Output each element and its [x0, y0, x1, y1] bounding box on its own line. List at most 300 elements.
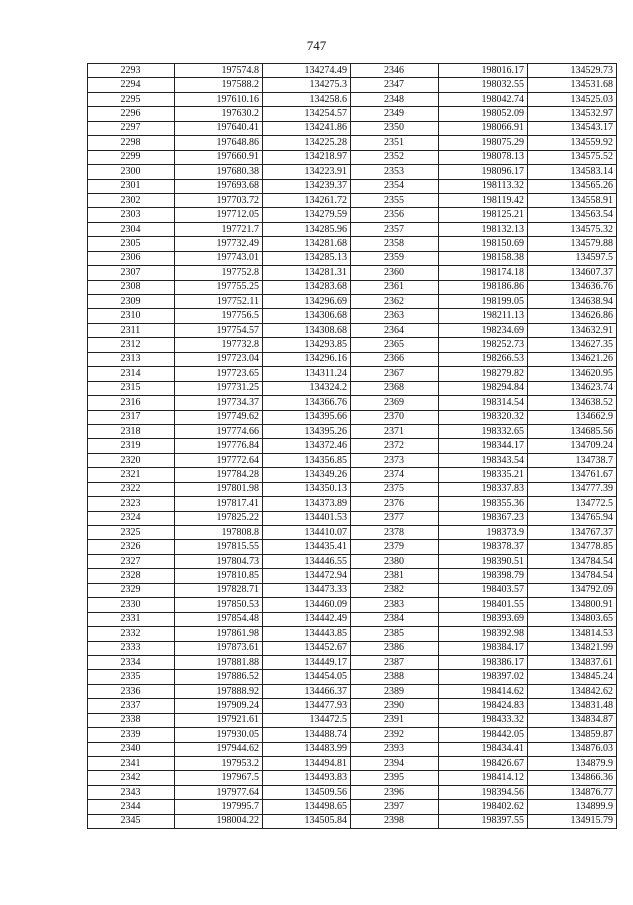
- point-number-cell: 2367: [351, 367, 439, 381]
- y-coordinate-cell: 134842.62: [528, 684, 617, 698]
- x-coordinate-cell: 198414.62: [439, 684, 528, 698]
- y-coordinate-cell: 134866.36: [528, 771, 617, 785]
- table-row: [88, 352, 617, 366]
- y-coordinate-cell: 134607.37: [528, 266, 617, 280]
- point-number-cell: 2332: [88, 627, 175, 641]
- table-row: [88, 670, 617, 684]
- y-coordinate-cell: 134709.24: [528, 439, 617, 453]
- point-number-cell: 2314: [88, 367, 175, 381]
- table-row: [88, 338, 617, 352]
- y-coordinate-cell: 134792.09: [528, 583, 617, 597]
- y-coordinate-cell: 134274.49: [263, 64, 351, 78]
- coordinates-table-body: [88, 64, 617, 829]
- y-coordinate-cell: 134632.91: [528, 323, 617, 337]
- x-coordinate-cell: 198335.21: [439, 468, 528, 482]
- y-coordinate-cell: 134620.95: [528, 367, 617, 381]
- x-coordinate-cell: 197810.85: [175, 569, 263, 583]
- point-number-cell: 2369: [351, 396, 439, 410]
- table-row: [88, 237, 617, 251]
- point-number-cell: 2293: [88, 64, 175, 78]
- point-number-cell: 2350: [351, 121, 439, 135]
- table-row: [88, 641, 617, 655]
- x-coordinate-cell: 198032.55: [439, 78, 528, 92]
- y-coordinate-cell: 134915.79: [528, 814, 617, 828]
- x-coordinate-cell: 198397.02: [439, 670, 528, 684]
- x-coordinate-cell: 197752.8: [175, 266, 263, 280]
- y-coordinate-cell: 134350.13: [263, 482, 351, 496]
- table-row: [88, 511, 617, 525]
- y-coordinate-cell: 134638.94: [528, 295, 617, 309]
- table-row: [88, 814, 617, 828]
- point-number-cell: 2324: [88, 511, 175, 525]
- table-row: [88, 497, 617, 511]
- table-row: [88, 410, 617, 424]
- point-number-cell: 2305: [88, 237, 175, 251]
- table-row: [88, 193, 617, 207]
- point-number-cell: 2385: [351, 627, 439, 641]
- table-row: [88, 771, 617, 785]
- x-coordinate-cell: 198113.32: [439, 179, 528, 193]
- y-coordinate-cell: 134254.57: [263, 107, 351, 121]
- table-row: [88, 554, 617, 568]
- y-coordinate-cell: 134460.09: [263, 598, 351, 612]
- x-coordinate-cell: 198252.73: [439, 338, 528, 352]
- table-row: [88, 121, 617, 135]
- x-coordinate-cell: 197953.2: [175, 757, 263, 771]
- y-coordinate-cell: 134483.99: [263, 742, 351, 756]
- x-coordinate-cell: 198016.17: [439, 64, 528, 78]
- point-number-cell: 2358: [351, 237, 439, 251]
- x-coordinate-cell: 197909.24: [175, 699, 263, 713]
- point-number-cell: 2389: [351, 684, 439, 698]
- point-number-cell: 2302: [88, 193, 175, 207]
- point-number-cell: 2341: [88, 757, 175, 771]
- y-coordinate-cell: 134638.52: [528, 396, 617, 410]
- y-coordinate-cell: 134579.88: [528, 237, 617, 251]
- table-row: [88, 742, 617, 756]
- y-coordinate-cell: 134837.61: [528, 655, 617, 669]
- table-row: [88, 396, 617, 410]
- y-coordinate-cell: 134241.86: [263, 121, 351, 135]
- point-number-cell: 2382: [351, 583, 439, 597]
- x-coordinate-cell: 197881.88: [175, 655, 263, 669]
- x-coordinate-cell: 197640.41: [175, 121, 263, 135]
- x-coordinate-cell: 197712.05: [175, 208, 263, 222]
- y-coordinate-cell: 134395.66: [263, 410, 351, 424]
- x-coordinate-cell: 197574.8: [175, 64, 263, 78]
- y-coordinate-cell: 134261.72: [263, 193, 351, 207]
- y-coordinate-cell: 134395.26: [263, 424, 351, 438]
- table-row: [88, 598, 617, 612]
- x-coordinate-cell: 198266.53: [439, 352, 528, 366]
- x-coordinate-cell: 198392.98: [439, 627, 528, 641]
- point-number-cell: 2347: [351, 78, 439, 92]
- y-coordinate-cell: 134285.96: [263, 222, 351, 236]
- table-row: [88, 757, 617, 771]
- point-number-cell: 2325: [88, 526, 175, 540]
- y-coordinate-cell: 134583.14: [528, 165, 617, 179]
- point-number-cell: 2366: [351, 352, 439, 366]
- table-row: [88, 424, 617, 438]
- x-coordinate-cell: 197703.72: [175, 193, 263, 207]
- y-coordinate-cell: 134446.55: [263, 554, 351, 568]
- x-coordinate-cell: 197774.66: [175, 424, 263, 438]
- y-coordinate-cell: 134498.65: [263, 800, 351, 814]
- y-coordinate-cell: 134879.9: [528, 757, 617, 771]
- point-number-cell: 2303: [88, 208, 175, 222]
- point-number-cell: 2371: [351, 424, 439, 438]
- y-coordinate-cell: 134356.85: [263, 453, 351, 467]
- y-coordinate-cell: 134662.9: [528, 410, 617, 424]
- x-coordinate-cell: 197804.73: [175, 554, 263, 568]
- y-coordinate-cell: 134821.99: [528, 641, 617, 655]
- point-number-cell: 2315: [88, 381, 175, 395]
- point-number-cell: 2395: [351, 771, 439, 785]
- x-coordinate-cell: 198426.67: [439, 757, 528, 771]
- point-number-cell: 2330: [88, 598, 175, 612]
- point-number-cell: 2319: [88, 439, 175, 453]
- point-number-cell: 2346: [351, 64, 439, 78]
- point-number-cell: 2344: [88, 800, 175, 814]
- x-coordinate-cell: 198344.17: [439, 439, 528, 453]
- point-number-cell: 2348: [351, 92, 439, 106]
- x-coordinate-cell: 197723.65: [175, 367, 263, 381]
- y-coordinate-cell: 134466.37: [263, 684, 351, 698]
- table-row: [88, 655, 617, 669]
- x-coordinate-cell: 198004.22: [175, 814, 263, 828]
- point-number-cell: 2334: [88, 655, 175, 669]
- x-coordinate-cell: 197817.41: [175, 497, 263, 511]
- table-row: [88, 78, 617, 92]
- y-coordinate-cell: 134845.24: [528, 670, 617, 684]
- table-row: [88, 165, 617, 179]
- point-number-cell: 2360: [351, 266, 439, 280]
- table-row: [88, 208, 617, 222]
- point-number-cell: 2340: [88, 742, 175, 756]
- x-coordinate-cell: 198402.62: [439, 800, 528, 814]
- point-number-cell: 2333: [88, 641, 175, 655]
- x-coordinate-cell: 197886.52: [175, 670, 263, 684]
- point-number-cell: 2388: [351, 670, 439, 684]
- y-coordinate-cell: 134218.97: [263, 150, 351, 164]
- x-coordinate-cell: 197734.37: [175, 396, 263, 410]
- x-coordinate-cell: 198398.79: [439, 569, 528, 583]
- point-number-cell: 2364: [351, 323, 439, 337]
- x-coordinate-cell: 197977.64: [175, 785, 263, 799]
- table-row: [88, 295, 617, 309]
- y-coordinate-cell: 134296.69: [263, 295, 351, 309]
- point-number-cell: 2296: [88, 107, 175, 121]
- x-coordinate-cell: 197732.49: [175, 237, 263, 251]
- x-coordinate-cell: 198355.36: [439, 497, 528, 511]
- point-number-cell: 2352: [351, 150, 439, 164]
- x-coordinate-cell: 197873.61: [175, 641, 263, 655]
- y-coordinate-cell: 134767.37: [528, 526, 617, 540]
- y-coordinate-cell: 134525.03: [528, 92, 617, 106]
- x-coordinate-cell: 197723.04: [175, 352, 263, 366]
- point-number-cell: 2373: [351, 453, 439, 467]
- y-coordinate-cell: 134509.56: [263, 785, 351, 799]
- point-number-cell: 2345: [88, 814, 175, 828]
- table-row: [88, 107, 617, 121]
- x-coordinate-cell: 198397.55: [439, 814, 528, 828]
- table-row: [88, 785, 617, 799]
- point-number-cell: 2304: [88, 222, 175, 236]
- table-row: [88, 482, 617, 496]
- y-coordinate-cell: 134575.32: [528, 222, 617, 236]
- x-coordinate-cell: 197630.2: [175, 107, 263, 121]
- point-number-cell: 2313: [88, 352, 175, 366]
- point-number-cell: 2342: [88, 771, 175, 785]
- x-coordinate-cell: 198403.57: [439, 583, 528, 597]
- table-row: [88, 64, 617, 78]
- x-coordinate-cell: 198373.9: [439, 526, 528, 540]
- x-coordinate-cell: 198132.13: [439, 222, 528, 236]
- x-coordinate-cell: 197828.71: [175, 583, 263, 597]
- table-row: [88, 280, 617, 294]
- y-coordinate-cell: 134621.26: [528, 352, 617, 366]
- point-number-cell: 2322: [88, 482, 175, 496]
- point-number-cell: 2328: [88, 569, 175, 583]
- point-number-cell: 2323: [88, 497, 175, 511]
- point-number-cell: 2372: [351, 439, 439, 453]
- y-coordinate-cell: 134296.16: [263, 352, 351, 366]
- table-row: [88, 468, 617, 482]
- y-coordinate-cell: 134772.5: [528, 497, 617, 511]
- x-coordinate-cell: 198066.91: [439, 121, 528, 135]
- y-coordinate-cell: 134275.3: [263, 78, 351, 92]
- point-number-cell: 2327: [88, 554, 175, 568]
- x-coordinate-cell: 197944.62: [175, 742, 263, 756]
- page-number: 747: [306, 38, 327, 53]
- point-number-cell: 2310: [88, 309, 175, 323]
- table-row: [88, 136, 617, 150]
- x-coordinate-cell: 197749.62: [175, 410, 263, 424]
- point-number-cell: 2393: [351, 742, 439, 756]
- table-row: [88, 323, 617, 337]
- point-number-cell: 2301: [88, 179, 175, 193]
- point-number-cell: 2381: [351, 569, 439, 583]
- x-coordinate-cell: 197693.68: [175, 179, 263, 193]
- x-coordinate-cell: 198211.13: [439, 309, 528, 323]
- y-coordinate-cell: 134472.5: [263, 713, 351, 727]
- y-coordinate-cell: 134401.53: [263, 511, 351, 525]
- point-number-cell: 2384: [351, 612, 439, 626]
- y-coordinate-cell: 134834.87: [528, 713, 617, 727]
- x-coordinate-cell: 198394.56: [439, 785, 528, 799]
- x-coordinate-cell: 198442.05: [439, 728, 528, 742]
- point-number-cell: 2355: [351, 193, 439, 207]
- point-number-cell: 2354: [351, 179, 439, 193]
- point-number-cell: 2365: [351, 338, 439, 352]
- x-coordinate-cell: 197861.98: [175, 627, 263, 641]
- table-row: [88, 453, 617, 467]
- table-row: [88, 627, 617, 641]
- point-number-cell: 2387: [351, 655, 439, 669]
- y-coordinate-cell: 134477.93: [263, 699, 351, 713]
- x-coordinate-cell: 197967.5: [175, 771, 263, 785]
- x-coordinate-cell: 198386.17: [439, 655, 528, 669]
- x-coordinate-cell: 198234.69: [439, 323, 528, 337]
- point-number-cell: 2318: [88, 424, 175, 438]
- y-coordinate-cell: 134442.49: [263, 612, 351, 626]
- y-coordinate-cell: 134494.81: [263, 757, 351, 771]
- point-number-cell: 2312: [88, 338, 175, 352]
- x-coordinate-cell: 198294.84: [439, 381, 528, 395]
- x-coordinate-cell: 197660.91: [175, 150, 263, 164]
- x-coordinate-cell: 198337.83: [439, 482, 528, 496]
- table-row: [88, 150, 617, 164]
- y-coordinate-cell: 134543.17: [528, 121, 617, 135]
- table-row: [88, 92, 617, 106]
- point-number-cell: 2391: [351, 713, 439, 727]
- y-coordinate-cell: 134831.48: [528, 699, 617, 713]
- point-number-cell: 2359: [351, 251, 439, 265]
- point-number-cell: 2336: [88, 684, 175, 698]
- x-coordinate-cell: 197854.48: [175, 612, 263, 626]
- y-coordinate-cell: 134558.91: [528, 193, 617, 207]
- point-number-cell: 2379: [351, 540, 439, 554]
- y-coordinate-cell: 134373.89: [263, 497, 351, 511]
- point-number-cell: 2326: [88, 540, 175, 554]
- point-number-cell: 2377: [351, 511, 439, 525]
- x-coordinate-cell: 198279.82: [439, 367, 528, 381]
- y-coordinate-cell: 134443.85: [263, 627, 351, 641]
- y-coordinate-cell: 134899.9: [528, 800, 617, 814]
- table-row: [88, 684, 617, 698]
- y-coordinate-cell: 134258.6: [263, 92, 351, 106]
- y-coordinate-cell: 134876.03: [528, 742, 617, 756]
- table-row: [88, 439, 617, 453]
- y-coordinate-cell: 134311.24: [263, 367, 351, 381]
- y-coordinate-cell: 134575.52: [528, 150, 617, 164]
- point-number-cell: 2316: [88, 396, 175, 410]
- y-coordinate-cell: 134565.26: [528, 179, 617, 193]
- x-coordinate-cell: 198314.54: [439, 396, 528, 410]
- y-coordinate-cell: 134597.5: [528, 251, 617, 265]
- point-number-cell: 2311: [88, 323, 175, 337]
- x-coordinate-cell: 198332.65: [439, 424, 528, 438]
- y-coordinate-cell: 134784.54: [528, 554, 617, 568]
- point-number-cell: 2295: [88, 92, 175, 106]
- y-coordinate-cell: 134784.54: [528, 569, 617, 583]
- x-coordinate-cell: 197731.25: [175, 381, 263, 395]
- y-coordinate-cell: 134239.37: [263, 179, 351, 193]
- y-coordinate-cell: 134627.35: [528, 338, 617, 352]
- y-coordinate-cell: 134293.85: [263, 338, 351, 352]
- x-coordinate-cell: 198378.37: [439, 540, 528, 554]
- y-coordinate-cell: 134324.2: [263, 381, 351, 395]
- y-coordinate-cell: 134626.86: [528, 309, 617, 323]
- table-row: [88, 612, 617, 626]
- x-coordinate-cell: 198390.51: [439, 554, 528, 568]
- x-coordinate-cell: 197732.8: [175, 338, 263, 352]
- point-number-cell: 2374: [351, 468, 439, 482]
- point-number-cell: 2356: [351, 208, 439, 222]
- point-number-cell: 2368: [351, 381, 439, 395]
- x-coordinate-cell: 197648.86: [175, 136, 263, 150]
- table-row: [88, 728, 617, 742]
- x-coordinate-cell: 197784.28: [175, 468, 263, 482]
- point-number-cell: 2386: [351, 641, 439, 655]
- point-number-cell: 2375: [351, 482, 439, 496]
- table-row: [88, 367, 617, 381]
- y-coordinate-cell: 134765.94: [528, 511, 617, 525]
- x-coordinate-cell: 198433.32: [439, 713, 528, 727]
- y-coordinate-cell: 134761.67: [528, 468, 617, 482]
- table-row: [88, 540, 617, 554]
- x-coordinate-cell: 197721.7: [175, 222, 263, 236]
- x-coordinate-cell: 198434.41: [439, 742, 528, 756]
- y-coordinate-cell: 134452.67: [263, 641, 351, 655]
- point-number-cell: 2337: [88, 699, 175, 713]
- table-row: [88, 800, 617, 814]
- point-number-cell: 2349: [351, 107, 439, 121]
- table-row: [88, 569, 617, 583]
- y-coordinate-cell: 134529.73: [528, 64, 617, 78]
- point-number-cell: 2376: [351, 497, 439, 511]
- point-number-cell: 2380: [351, 554, 439, 568]
- x-coordinate-cell: 198401.55: [439, 598, 528, 612]
- point-number-cell: 2394: [351, 757, 439, 771]
- point-number-cell: 2321: [88, 468, 175, 482]
- point-number-cell: 2363: [351, 309, 439, 323]
- point-number-cell: 2392: [351, 728, 439, 742]
- x-coordinate-cell: 198119.42: [439, 193, 528, 207]
- x-coordinate-cell: 198424.83: [439, 699, 528, 713]
- y-coordinate-cell: 134223.91: [263, 165, 351, 179]
- point-number-cell: 2329: [88, 583, 175, 597]
- x-coordinate-cell: 197754.57: [175, 323, 263, 337]
- y-coordinate-cell: 134285.13: [263, 251, 351, 265]
- y-coordinate-cell: 134505.84: [263, 814, 351, 828]
- table-row: [88, 222, 617, 236]
- point-number-cell: 2298: [88, 136, 175, 150]
- y-coordinate-cell: 134372.46: [263, 439, 351, 453]
- point-number-cell: 2299: [88, 150, 175, 164]
- point-number-cell: 2396: [351, 785, 439, 799]
- x-coordinate-cell: 198384.17: [439, 641, 528, 655]
- x-coordinate-cell: 197743.01: [175, 251, 263, 265]
- y-coordinate-cell: 134308.68: [263, 323, 351, 337]
- point-number-cell: 2398: [351, 814, 439, 828]
- y-coordinate-cell: 134473.33: [263, 583, 351, 597]
- x-coordinate-cell: 198393.69: [439, 612, 528, 626]
- x-coordinate-cell: 197752.11: [175, 295, 263, 309]
- x-coordinate-cell: 197930.05: [175, 728, 263, 742]
- y-coordinate-cell: 134563.54: [528, 208, 617, 222]
- y-coordinate-cell: 134532.97: [528, 107, 617, 121]
- y-coordinate-cell: 134800.91: [528, 598, 617, 612]
- point-number-cell: 2370: [351, 410, 439, 424]
- y-coordinate-cell: 134449.17: [263, 655, 351, 669]
- x-coordinate-cell: 197995.7: [175, 800, 263, 814]
- y-coordinate-cell: 134777.39: [528, 482, 617, 496]
- table-row: [88, 381, 617, 395]
- point-number-cell: 2320: [88, 453, 175, 467]
- y-coordinate-cell: 134623.74: [528, 381, 617, 395]
- y-coordinate-cell: 134472.94: [263, 569, 351, 583]
- y-coordinate-cell: 134559.92: [528, 136, 617, 150]
- y-coordinate-cell: 134281.31: [263, 266, 351, 280]
- point-number-cell: 2335: [88, 670, 175, 684]
- point-number-cell: 2351: [351, 136, 439, 150]
- x-coordinate-cell: 198367.23: [439, 511, 528, 525]
- x-coordinate-cell: 197772.64: [175, 453, 263, 467]
- x-coordinate-cell: 197776.84: [175, 439, 263, 453]
- point-number-cell: 2306: [88, 251, 175, 265]
- y-coordinate-cell: 134306.68: [263, 309, 351, 323]
